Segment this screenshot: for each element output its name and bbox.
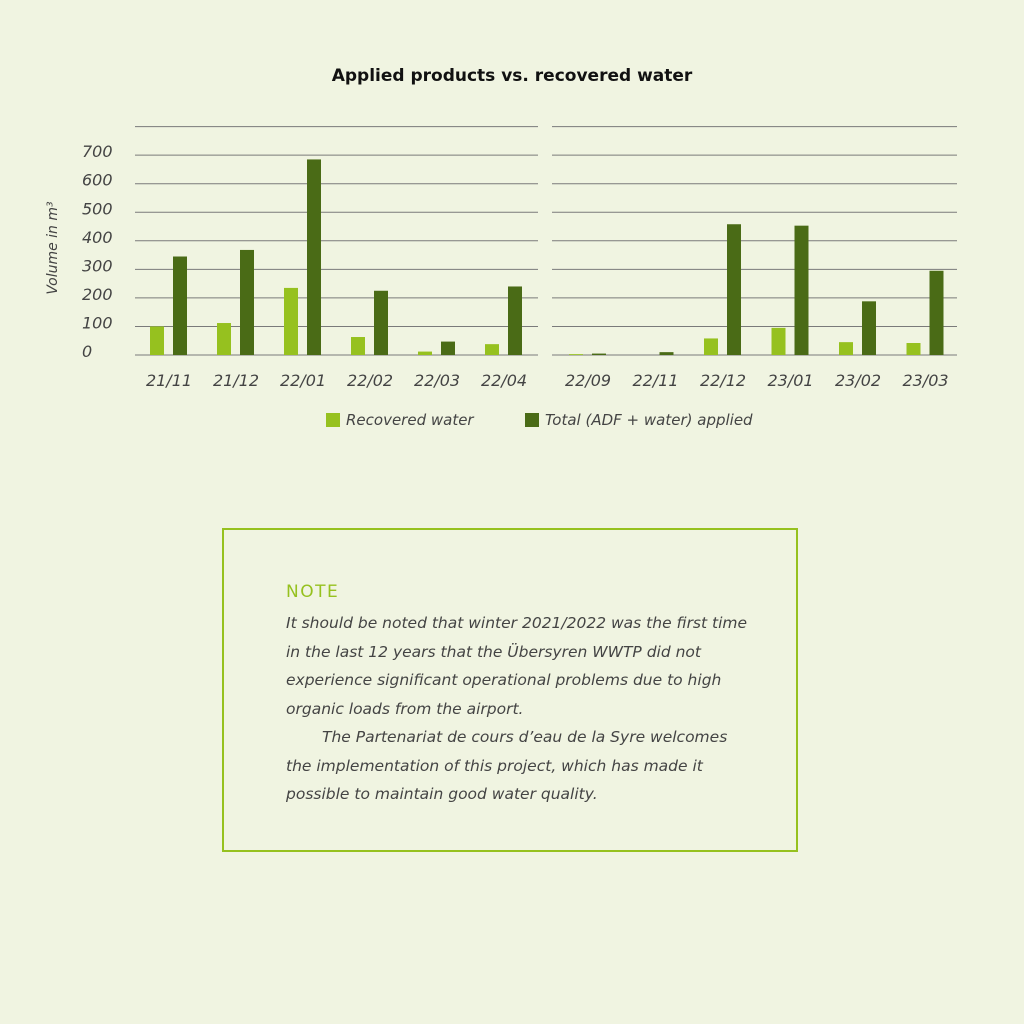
legend-label-recovered: Recovered water bbox=[346, 411, 474, 429]
x-tick-label: 23/03 bbox=[902, 371, 949, 390]
y-tick-label: 0 bbox=[82, 342, 93, 361]
y-tick-label: 100 bbox=[82, 313, 113, 333]
bar-recovered-water bbox=[485, 344, 499, 355]
x-tick-label: 22/09 bbox=[564, 371, 612, 390]
bar-recovered-water bbox=[351, 337, 365, 355]
legend-swatch-total bbox=[525, 413, 539, 427]
note-heading: NOTE bbox=[286, 582, 340, 602]
bar-total-applied bbox=[240, 250, 254, 355]
y-tick-label: 700 bbox=[82, 142, 113, 162]
bar-recovered-water bbox=[217, 323, 231, 355]
x-tick-label: 21/11 bbox=[145, 371, 193, 390]
x-tick-label: 22/01 bbox=[279, 371, 327, 390]
legend-item-total bbox=[525, 411, 753, 429]
bar-total-applied bbox=[592, 354, 606, 355]
note-body bbox=[286, 609, 756, 809]
bar-total-applied bbox=[508, 286, 522, 355]
bar-total-applied bbox=[930, 271, 944, 355]
bar-chart bbox=[0, 0, 1024, 400]
bar-total-applied bbox=[862, 301, 876, 355]
x-tick-label: 22/12 bbox=[699, 371, 747, 390]
x-tick-label: 22/11 bbox=[632, 371, 679, 390]
bar-recovered-water bbox=[569, 354, 583, 355]
bar-total-applied bbox=[441, 342, 455, 355]
x-tick-label: 23/01 bbox=[767, 371, 814, 390]
note-paragraph-2: The Partenariat de cours d’eau de la Syre welcomes the implementation of this project, which has made it possible to maintain good water quality. bbox=[286, 728, 728, 803]
x-tick-label: 22/02 bbox=[346, 371, 394, 390]
bar-total-applied bbox=[374, 291, 388, 355]
bar-recovered-water bbox=[772, 328, 786, 355]
bar-total-applied bbox=[795, 226, 809, 355]
y-tick-label: 500 bbox=[82, 199, 113, 219]
y-tick-label: 400 bbox=[82, 227, 113, 247]
x-tick-label: 21/12 bbox=[212, 371, 260, 390]
bar-total-applied bbox=[173, 257, 187, 355]
bar-recovered-water bbox=[418, 352, 432, 355]
legend-label-total: Total (ADF + water) applied bbox=[545, 411, 753, 429]
y-axis-title: Volume in m³ bbox=[45, 201, 61, 295]
bar-total-applied bbox=[727, 224, 741, 355]
x-tick-label: 22/04 bbox=[480, 371, 528, 390]
legend-swatch-recovered bbox=[326, 413, 340, 427]
bar-total-applied bbox=[307, 159, 321, 355]
bar-recovered-water bbox=[839, 342, 853, 355]
note-paragraph-1: It should be noted that winter 2021/2022 was the first time in the last 12 years that the Übersyren WWTP did not experience significant operational problems due to high organic loads from the airport. bbox=[286, 614, 748, 718]
bar-recovered-water bbox=[907, 343, 921, 355]
legend-item-recovered bbox=[326, 411, 474, 429]
bar-total-applied bbox=[660, 352, 674, 355]
note-box bbox=[222, 528, 798, 852]
bar-recovered-water bbox=[704, 338, 718, 355]
y-tick-label: 600 bbox=[82, 170, 113, 190]
x-tick-label: 23/02 bbox=[834, 371, 882, 390]
chart-legend bbox=[0, 411, 1024, 433]
y-tick-label: 200 bbox=[82, 284, 113, 304]
x-tick-label: 22/03 bbox=[413, 371, 461, 390]
bar-recovered-water bbox=[284, 288, 298, 355]
chart-title: Applied products vs. recovered water bbox=[331, 66, 693, 86]
bar-recovered-water bbox=[150, 326, 164, 355]
y-tick-label: 300 bbox=[82, 256, 113, 276]
